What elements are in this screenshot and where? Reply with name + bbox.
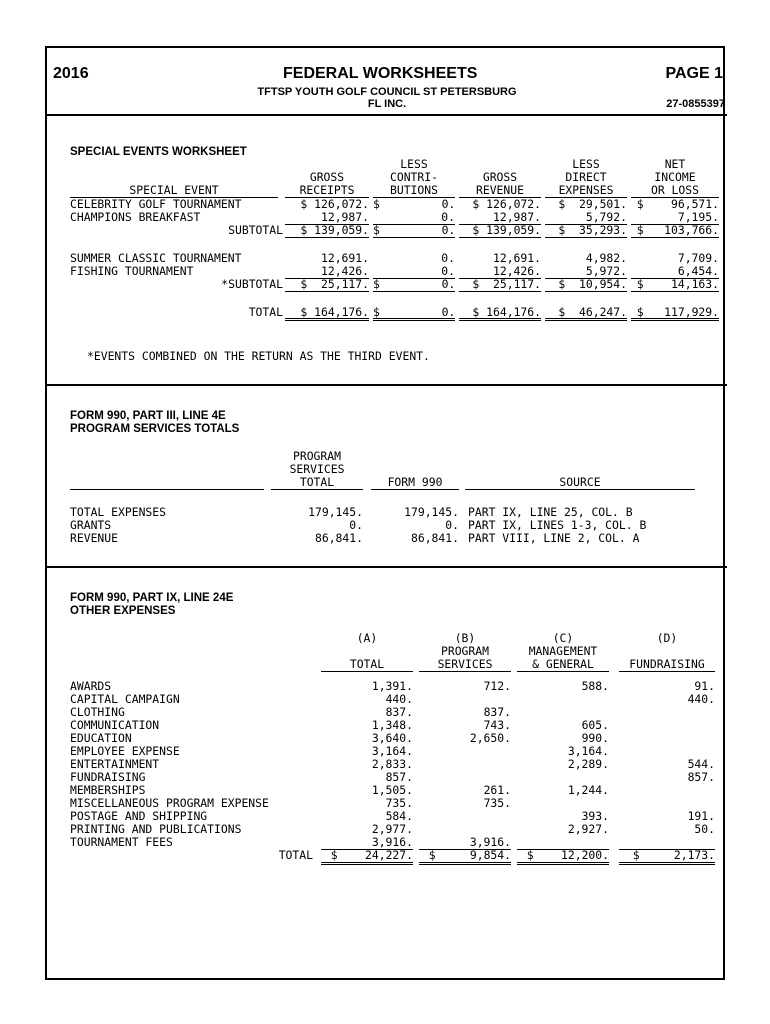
gross-receipts-cell: 12,426. [320, 264, 369, 278]
subtotal-underline [373, 237, 455, 238]
header-underline [70, 489, 264, 490]
gross-revenue-cell: 12,426. [492, 264, 541, 278]
sum-underline [373, 278, 455, 279]
fundraising-cell: 191. [687, 809, 715, 823]
header-underline [619, 671, 715, 672]
total-cell: 440. [385, 692, 413, 706]
fundraising-cell: 440. [687, 692, 715, 706]
column-header: EXPENSES [558, 183, 614, 197]
form-990-cell: 179,145. [404, 505, 459, 519]
net-income-cell: $ 14,163. [636, 277, 719, 291]
section-heading: FORM 990, PART IX, LINE 24E [70, 592, 234, 604]
header-underline [517, 671, 609, 672]
column-header: (B) [454, 631, 476, 645]
program-services-cell: 743. [483, 718, 511, 732]
sum-underline [285, 224, 369, 225]
section-subheading: OTHER EXPENSES [70, 605, 176, 617]
event-label: CHAMPIONS BREAKFAST [70, 210, 201, 224]
column-header: LESS [572, 157, 600, 171]
subtotal-underline [285, 291, 369, 292]
net-income-cell: $ 96,571. [636, 197, 719, 211]
sum-underline [545, 224, 627, 225]
direct-expenses-cell: 4,982. [585, 251, 627, 265]
subtotal-underline [459, 291, 541, 292]
divider [47, 114, 727, 116]
divider [47, 566, 727, 568]
direct-expenses-cell: $ 35,293. [558, 223, 627, 237]
event-label: *SUBTOTAL [221, 277, 283, 291]
subtotal-underline [545, 237, 627, 238]
gross-receipts-cell: $ 126,072. [300, 197, 369, 211]
expense-label: CAPITAL CAMPAIGN [70, 692, 180, 706]
program-services-total-cell: 0. [349, 518, 363, 532]
expense-label: TOURNAMENT FEES [70, 835, 173, 849]
total-double-underline [631, 318, 719, 321]
direct-expenses-cell: 5,972. [585, 264, 627, 278]
events-combined-note: *EVENTS COMBINED ON THE RETURN AS THE THIRD EVENT. [87, 349, 430, 363]
column-header: CONTRI- [389, 170, 438, 184]
management-general-cell: 2,927. [567, 822, 609, 836]
subtotal-underline [459, 237, 541, 238]
gross-receipts-cell: 12,691. [320, 251, 369, 265]
header-underline [465, 489, 695, 490]
net-income-cell: $ 103,766. [636, 223, 719, 237]
event-label: CELEBRITY GOLF TOURNAMENT [70, 197, 242, 211]
gross-revenue-cell: 12,987. [492, 210, 541, 224]
worksheet-page [45, 46, 725, 980]
subtotal-underline [545, 291, 627, 292]
total-double-underline [545, 318, 627, 321]
total-cell: 2,833. [371, 757, 413, 771]
expense-label: EDUCATION [70, 731, 132, 745]
column-total-cell: $ 9,854. [428, 848, 511, 862]
column-header: PROGRAM [292, 449, 341, 463]
section-subheading: PROGRAM SERVICES TOTALS [70, 423, 240, 435]
fundraising-cell: 91. [694, 679, 715, 693]
column-header: & GENERAL [532, 657, 594, 671]
expense-label: ENTERTAINMENT [70, 757, 160, 771]
column-header: FUNDRAISING [629, 657, 705, 671]
direct-expenses-cell: 5,792. [585, 210, 627, 224]
total-cell: 837. [385, 705, 413, 719]
contributions-cell: 0. [441, 251, 455, 265]
total-cell: 735. [385, 796, 413, 810]
expense-label: MISCELLANEOUS PROGRAM EXPENSE [70, 796, 269, 810]
sum-underline [285, 278, 369, 279]
header-underline [321, 671, 413, 672]
source-cell: PART IX, LINE 25, COL. B [468, 505, 633, 519]
program-services-total-cell: 86,841. [314, 531, 363, 545]
form-990-cell: 86,841. [410, 531, 459, 545]
header-underline [419, 671, 511, 672]
gross-receipts-cell: $ 25,117. [300, 277, 369, 291]
net-income-cell: 7,709. [677, 251, 719, 265]
column-header: GROSS [482, 170, 518, 184]
sum-underline [545, 278, 627, 279]
column-header: GROSS [309, 170, 345, 184]
sum-underline [459, 224, 541, 225]
total-cell: 1,505. [371, 783, 413, 797]
expense-label: MEMBERSHIPS [70, 783, 146, 797]
gross-revenue-cell: 12,691. [492, 251, 541, 265]
column-header: NET [664, 157, 686, 171]
total-double-underline [419, 862, 511, 865]
management-general-cell: 2,289. [567, 757, 609, 771]
expense-label: FUNDRAISING [70, 770, 146, 784]
management-general-cell: 393. [581, 809, 609, 823]
row-label: REVENUE [70, 531, 119, 545]
contributions-cell: 0. [441, 210, 455, 224]
net-income-cell: 6,454. [677, 264, 719, 278]
management-general-cell: 1,244. [567, 783, 609, 797]
expense-label: AWARDS [70, 679, 112, 693]
fundraising-cell: 857. [687, 770, 715, 784]
gross-receipts-cell: $ 164,176. [300, 305, 369, 319]
total-double-underline [285, 318, 369, 321]
column-total-cell: $ 24,227. [330, 848, 413, 862]
column-header: (A) [356, 631, 378, 645]
total-cell: 3,164. [371, 744, 413, 758]
direct-expenses-cell: $ 10,954. [558, 277, 627, 291]
management-general-cell: 588. [581, 679, 609, 693]
gross-receipts-cell: 12,987. [320, 210, 369, 224]
tax-year: 2016 [53, 65, 89, 82]
column-header: LESS [400, 157, 428, 171]
column-header: SERVICES [289, 462, 345, 476]
event-label: SUMMER CLASSIC TOURNAMENT [70, 251, 242, 265]
gross-revenue-cell: $ 139,059. [472, 223, 541, 237]
program-services-cell: 261. [483, 783, 511, 797]
column-header: SOURCE [559, 475, 601, 489]
column-header: TOTAL [349, 657, 385, 671]
sum-underline [631, 278, 719, 279]
fundraising-cell: 544. [687, 757, 715, 771]
event-label: TOTAL [248, 305, 283, 319]
fundraising-cell: 50. [694, 822, 715, 836]
expense-label: POSTAGE AND SHIPPING [70, 809, 208, 823]
column-header: MANAGEMENT [528, 644, 598, 658]
management-general-cell: 990. [581, 731, 609, 745]
program-services-cell: 735. [483, 796, 511, 810]
event-label: SUBTOTAL [228, 223, 283, 237]
column-header: INCOME [654, 170, 696, 184]
source-cell: PART IX, LINES 1-3, COL. B [468, 518, 647, 532]
program-services-cell: 837. [483, 705, 511, 719]
total-cell: 584. [385, 809, 413, 823]
org-name-line2: FL INC. [367, 98, 407, 110]
header-underline [371, 489, 459, 490]
section-heading: SPECIAL EVENTS WORKSHEET [70, 146, 247, 158]
column-header: RECEIPTS [299, 183, 355, 197]
program-services-cell: 2,650. [469, 731, 511, 745]
total-cell: 2,977. [371, 822, 413, 836]
sum-underline [373, 224, 455, 225]
org-name-line1: TFTSP YOUTH GOLF COUNCIL ST PETERSBURG [257, 86, 517, 98]
sum-underline [459, 278, 541, 279]
contributions-cell: $ 0. [373, 223, 456, 237]
contributions-cell: $ 0. [373, 197, 456, 211]
management-general-cell: 3,164. [567, 744, 609, 758]
column-header: BUTIONS [389, 183, 438, 197]
total-cell: 857. [385, 770, 413, 784]
divider [47, 384, 727, 386]
total-cell: 1,348. [371, 718, 413, 732]
total-double-underline [321, 862, 413, 865]
ein: 27-0855397 [666, 98, 725, 110]
expense-label: EMPLOYEE EXPENSE [70, 744, 180, 758]
row-label: GRANTS [70, 518, 112, 532]
event-label: FISHING TOURNAMENT [70, 264, 194, 278]
direct-expenses-cell: $ 46,247. [558, 305, 627, 319]
column-header: REVENUE [475, 183, 524, 197]
total-double-underline [517, 862, 609, 865]
subtotal-underline [631, 291, 719, 292]
column-header: (D) [656, 631, 678, 645]
page-title: FEDERAL WORKSHEETS [283, 65, 478, 82]
column-header: FORM 990 [387, 475, 443, 489]
total-double-underline [373, 318, 455, 321]
column-total-cell: $ 2,173. [632, 848, 715, 862]
source-cell: PART VIII, LINE 2, COL. A [468, 531, 640, 545]
net-income-cell: $ 117,929. [636, 305, 719, 319]
program-services-total-cell: 179,145. [308, 505, 363, 519]
program-services-cell: 3,916. [469, 835, 511, 849]
gross-revenue-cell: $ 126,072. [472, 197, 541, 211]
direct-expenses-cell: $ 29,501. [558, 197, 627, 211]
net-income-cell: 7,195. [677, 210, 719, 224]
page-number: PAGE 1 [665, 65, 723, 82]
gross-revenue-cell: $ 25,117. [472, 277, 541, 291]
row-label: TOTAL EXPENSES [70, 505, 167, 519]
gross-revenue-cell: $ 164,176. [472, 305, 541, 319]
total-cell: 3,640. [371, 731, 413, 745]
contributions-cell: 0. [441, 264, 455, 278]
column-header: TOTAL [299, 475, 335, 489]
column-header: PROGRAM [440, 644, 489, 658]
sum-underline [631, 224, 719, 225]
column-header: SERVICES [437, 657, 493, 671]
management-general-cell: 605. [581, 718, 609, 732]
contributions-cell: $ 0. [373, 305, 456, 319]
form-990-cell: 0. [445, 518, 459, 532]
contributions-cell: $ 0. [373, 277, 456, 291]
column-header: OR LOSS [650, 183, 699, 197]
column-header: (C) [552, 631, 574, 645]
column-total-cell: $ 12,200. [526, 848, 609, 862]
program-services-cell: 712. [483, 679, 511, 693]
total-double-underline [459, 318, 541, 321]
expense-label: PRINTING AND PUBLICATIONS [70, 822, 242, 836]
total-cell: 1,391. [371, 679, 413, 693]
total-cell: 3,916. [371, 835, 413, 849]
subtotal-underline [373, 291, 455, 292]
total-label: TOTAL [278, 848, 313, 862]
column-header: SPECIAL EVENT [129, 183, 219, 197]
column-header: DIRECT [565, 170, 607, 184]
header-underline [271, 489, 363, 490]
subtotal-underline [285, 237, 369, 238]
gross-receipts-cell: $ 139,059. [300, 223, 369, 237]
expense-label: CLOTHING [70, 705, 125, 719]
total-double-underline [619, 862, 715, 865]
subtotal-underline [631, 237, 719, 238]
expense-label: COMMUNICATION [70, 718, 160, 732]
section-heading: FORM 990, PART III, LINE 4E [70, 410, 226, 422]
